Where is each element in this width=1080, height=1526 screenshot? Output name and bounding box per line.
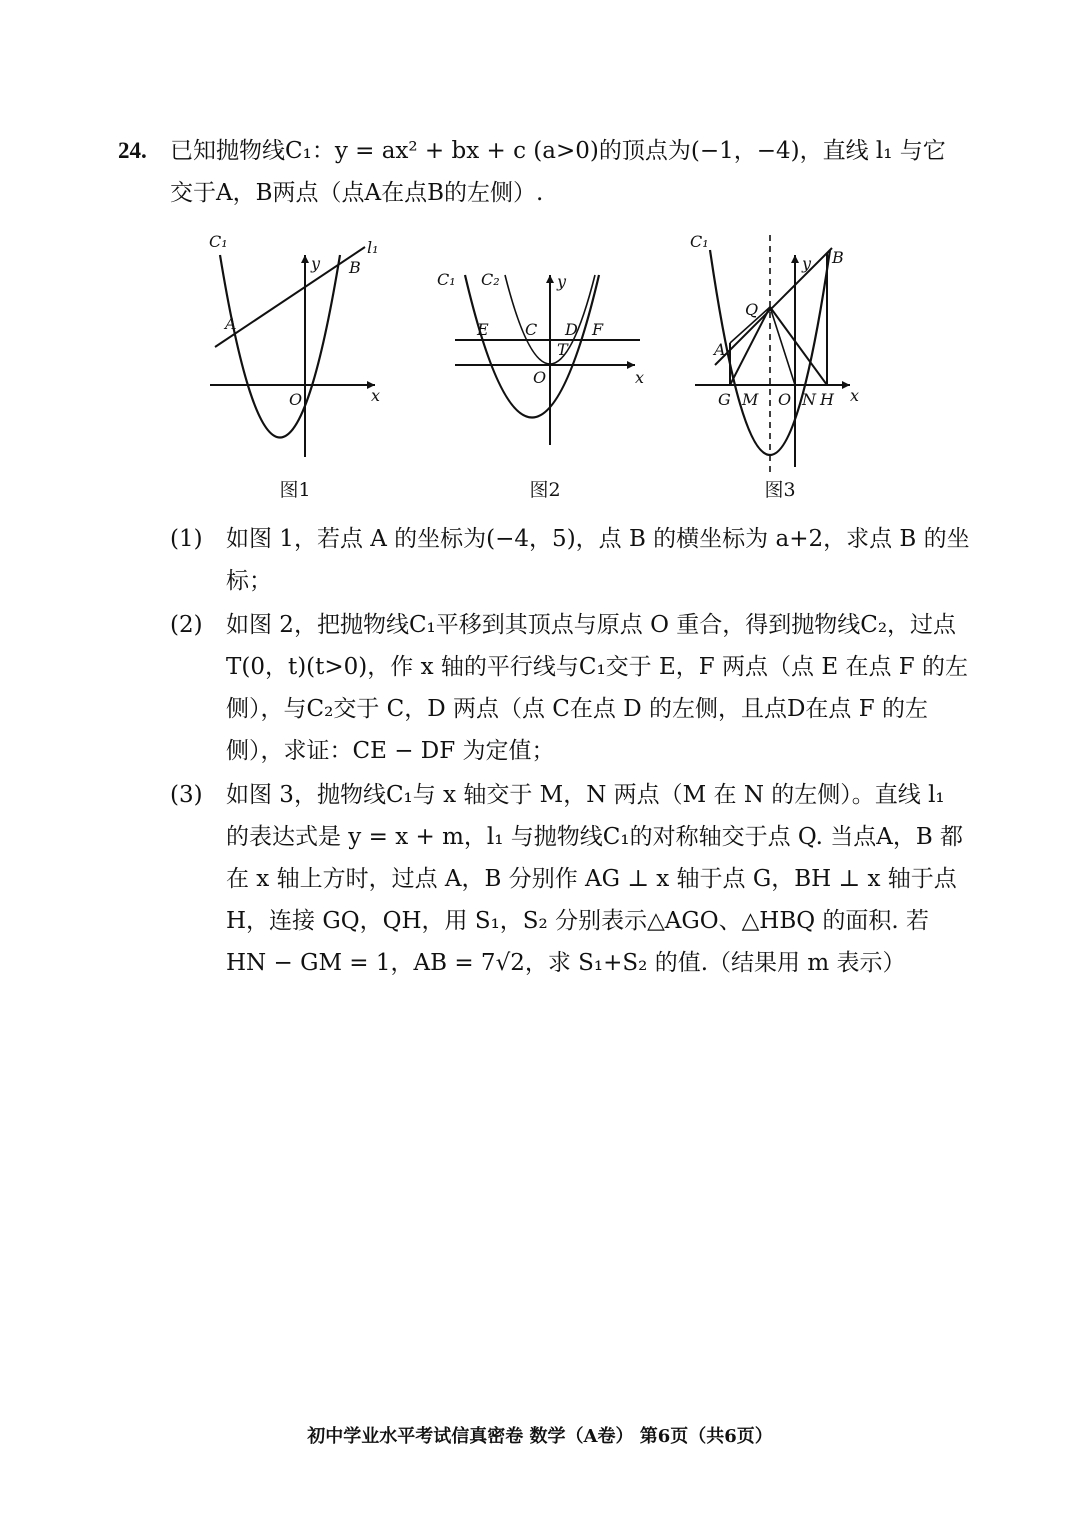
label-g: G: [718, 390, 731, 409]
figure-3-caption: 图3: [764, 479, 796, 501]
y-axis-arrow: [546, 275, 554, 283]
page-footer: 初中学业水平考试信真密卷 数学（A卷） 第6页（共6页）: [307, 1426, 773, 1447]
label-b: B: [832, 248, 844, 267]
figure-3: [690, 225, 870, 501]
figure-1-caption: 图1: [279, 479, 311, 501]
line-l1: [215, 247, 365, 347]
label-c1: C₁: [437, 270, 456, 289]
label-l1: l₁: [367, 238, 379, 257]
problem-stem: 已知抛物线C₁：y = ax² + bx + c (a>0)的顶点为(−1，−4)，直线 l₁ 与它交于A，B两点（点A在点B的左侧）.: [170, 138, 946, 206]
label-f: F: [592, 320, 604, 339]
x-axis-arrow: [627, 361, 635, 369]
label-d: D: [565, 320, 578, 339]
label-o: O: [533, 368, 547, 387]
parabola-c1: [465, 275, 599, 418]
label-h: H: [820, 390, 834, 409]
figure-2: [435, 225, 655, 501]
label-a: A: [225, 314, 237, 333]
problem-number: 24.: [118, 138, 147, 163]
label-o: O: [778, 390, 792, 409]
label-q: Q: [745, 300, 759, 319]
label-y: y: [557, 272, 567, 291]
part-number: (1): [170, 526, 203, 552]
label-x: x: [850, 386, 860, 405]
parabola-c1: [220, 255, 340, 438]
x-axis-arrow: [842, 381, 850, 389]
question-parts: [170, 518, 970, 986]
label-b: B: [349, 258, 361, 277]
figure-1-graph: [195, 225, 395, 475]
label-n: N: [802, 390, 816, 409]
part-number: (2): [170, 612, 203, 638]
label-y: y: [802, 254, 812, 273]
label-m: M: [742, 390, 759, 409]
label-c1: C₁: [690, 232, 709, 251]
y-axis-arrow: [791, 255, 799, 263]
label-t: T: [557, 340, 568, 359]
figure-2-caption: 图2: [529, 479, 561, 501]
label-o: O: [289, 390, 303, 409]
part-text: 如图 3，抛物线C₁与 x 轴交于 M，N 两点（M 在 N 的左侧）。直线 l₁ 的表达式是 y = x + m，l₁ 与抛物线C₁的对称轴交于点 Q. 当点A，B 都在 x 轴上方时，过点 A，B 分别作 AG ⊥ x 轴于点 G，BH ⊥ x 轴于点 H，连接 GQ，QH，用 S₁，S₂ 分别表示△AGO、△HBQ 的面积. 若 HN − GM = 1，AB = 7√2，求 S₁+S₂ 的值.（结果用 m 表示）: [226, 782, 964, 976]
label-x: x: [635, 368, 645, 387]
figure-2-graph: [435, 225, 655, 475]
part-text: 如图 2，把抛物线C₁平移到其顶点与原点 O 重合，得到抛物线C₂，过点 T(0，t)(t>0)，作 x 轴的平行线与C₁交于 E，F 两点（点 E 在点 F 的左侧），与C₂交于 C，D 两点（点 C在点 D 的左侧，且点D在点 F 的左侧），求证：CE − DF 为定值；: [226, 612, 969, 764]
part-1: [170, 518, 970, 602]
figures-row: [195, 225, 895, 505]
label-c2: C₂: [481, 270, 500, 289]
segment-qo: [770, 307, 795, 385]
part-text: 如图 1，若点 A 的坐标为(−4，5)，点 B 的横坐标为 a+2，求点 B 的坐标；: [226, 526, 970, 594]
y-axis-arrow: [301, 255, 309, 263]
figure-3-graph: [690, 225, 870, 475]
problem-24: [118, 130, 968, 214]
problem-header: [118, 130, 968, 214]
label-a: A: [714, 340, 726, 359]
label-y: y: [311, 254, 321, 273]
label-x: x: [371, 386, 381, 405]
label-e: E: [477, 320, 489, 339]
part-number: (3): [170, 782, 203, 808]
part-2: [170, 604, 970, 772]
part-3: [170, 774, 970, 984]
label-c1: C₁: [209, 232, 228, 251]
label-c: C: [525, 320, 538, 339]
figure-1: [195, 225, 395, 501]
